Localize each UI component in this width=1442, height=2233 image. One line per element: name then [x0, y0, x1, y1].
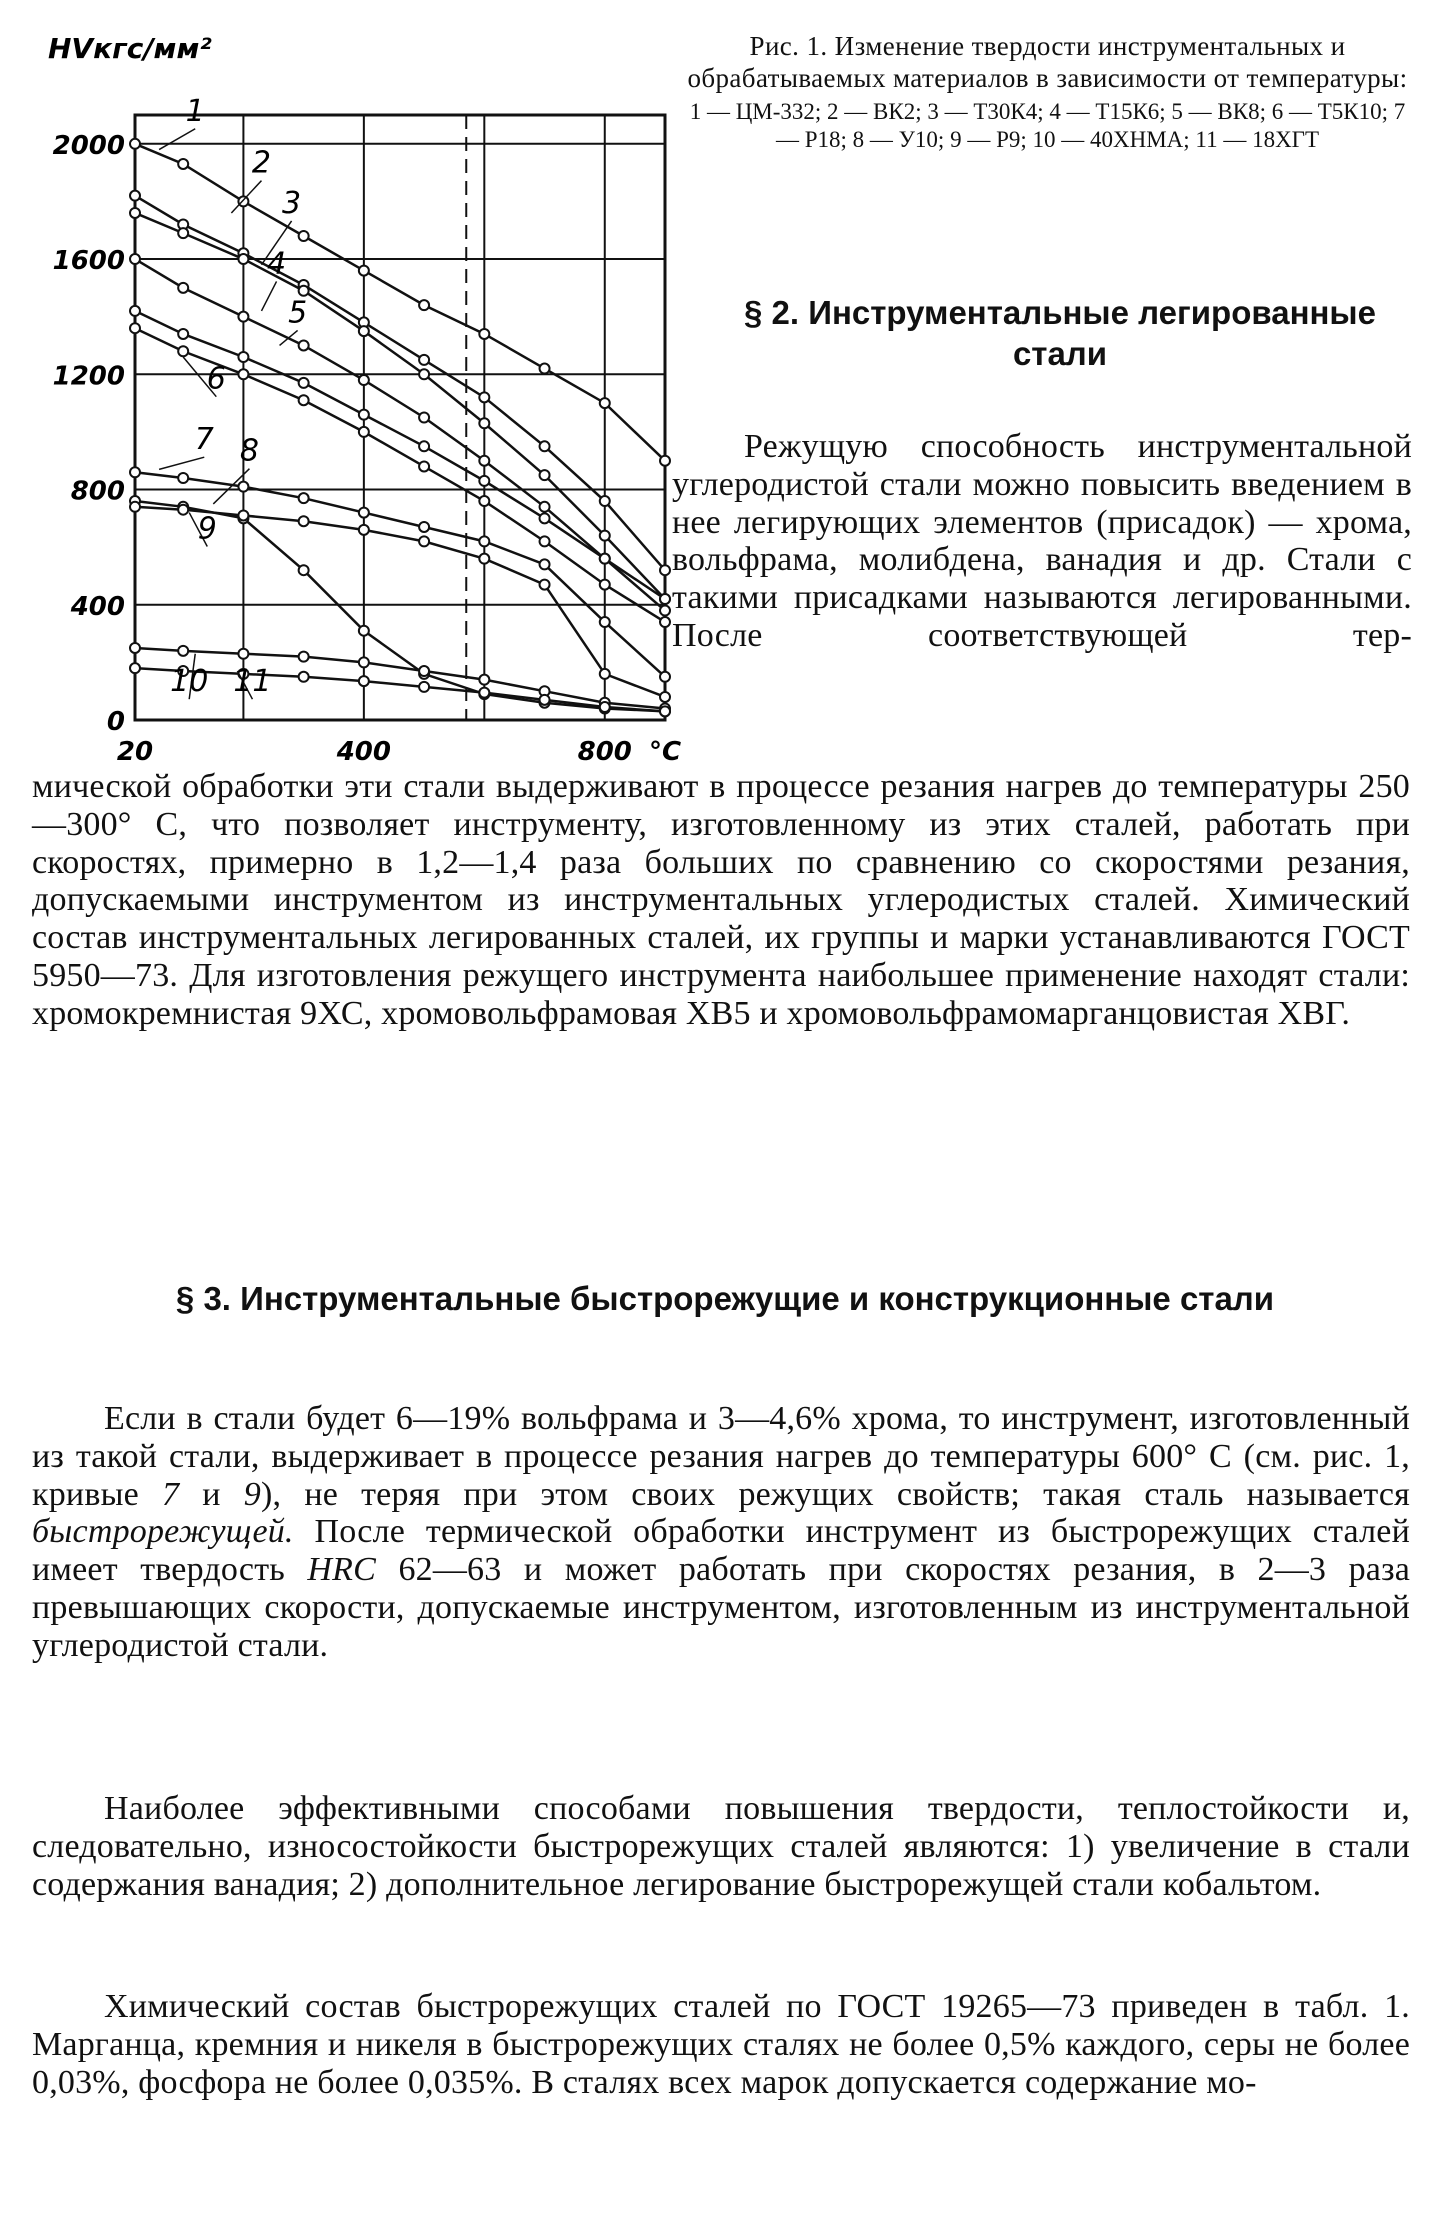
curve-6-point — [540, 536, 550, 546]
curve-label-8: 8 — [239, 433, 259, 469]
section-2-heading: § 2. Инструментальные легированные стали — [744, 294, 1376, 372]
curve-label-9: 9 — [197, 511, 217, 547]
curve-label-2: 2 — [251, 145, 272, 181]
section-3-paragraph-1 — [32, 1400, 1410, 1665]
curve-11-point — [660, 706, 670, 716]
section-2-paragraph-part2: мической обработки эти стали выдерживают в процессе резания нагрев до температуры 250—300° С, что позволяет инструменту, изготовленному из этих сталей, работать при скоростях, примерно в 1,2—1,4 раза больших по сравнению со скоростями резания, допускаемыми инструментом из инструментальных углеродистых сталей. Химический состав инструментальных легированных сталей, их группы и марки устанавливаются ГОСТ 5950—73. Для изготовления режущего инструмента наибольшее применение находят стали: хромокремнистая 9ХС, хромовольфрамовая ХВ5 и хромовольфрамомарганцовистая ХВГ. — [32, 768, 1410, 1032]
curve-2-point — [419, 355, 429, 365]
x-tick-label: °C — [648, 737, 682, 767]
curve-label-leader-7 — [159, 457, 204, 469]
curve-1-point — [359, 266, 369, 276]
curve-6-point — [238, 369, 248, 379]
curve-4-point — [238, 312, 248, 322]
curve-4-point — [540, 502, 550, 512]
curve-9-point — [600, 669, 610, 679]
y-axis-unit-label: HVкгс/мм² — [48, 32, 212, 65]
caption-title: Рис. 1. Изменение твердости инструментальных и обрабатываемых материалов в зависимости от температуры: — [687, 31, 1408, 93]
curve-2-point — [130, 191, 140, 201]
figure-caption — [680, 30, 1415, 154]
curve-7-point — [600, 617, 610, 627]
curve-9-point — [299, 516, 309, 526]
section-2-paragraph-part1: Режущую способность инструментальной углеродистой стали можно повысить введением в нее легирующих элементов (присадок) — хрома, вольфрама, молибдена, ванадия и др. Стали с такими присадками называются легированными. После соответствующей тер- — [672, 428, 1412, 654]
curve-7-point — [238, 482, 248, 492]
curve-label-7: 7 — [194, 422, 214, 458]
chart-frame — [135, 115, 665, 720]
curve-label-leader-1 — [159, 129, 195, 150]
curve-3-point — [419, 369, 429, 379]
curve-9-point — [660, 692, 670, 702]
curve-7-point — [299, 493, 309, 503]
curve-5-point — [540, 513, 550, 523]
curve-11-point — [419, 682, 429, 692]
y-tick-label: 0 — [106, 707, 125, 737]
y-tick-label: 2000 — [52, 130, 125, 161]
curve-1-point — [299, 231, 309, 241]
curve-10-point — [130, 643, 140, 653]
section-3-heading: § 3. Инструментальные быстрорежущие и конструкционные стали — [175, 1280, 1275, 1317]
term-high-speed: быстрорежущей. — [32, 1513, 294, 1551]
curve-6-point — [419, 461, 429, 471]
x-tick-label: 400 — [336, 737, 392, 767]
curve-label-leader-5 — [280, 330, 298, 345]
y-tick-label: 1200 — [52, 361, 125, 392]
curve-7-point — [130, 467, 140, 477]
curve-1-point — [178, 159, 188, 169]
curve-3-point — [299, 286, 309, 296]
p1-text-d: 62—63 и может работать при скоростях резания, в 2—3 раза превышающих скорости, допускаемые инструментом, изготовленным из инструментальной углеродистой стали. — [32, 1551, 1410, 1664]
x-axis-ticks — [117, 737, 681, 767]
curve-5-point — [419, 441, 429, 451]
curve-3-point — [540, 470, 550, 480]
curve-11-point — [479, 688, 489, 698]
curve-3-point — [600, 531, 610, 541]
curve-9-point — [130, 502, 140, 512]
curve-10-point — [178, 646, 188, 656]
curve-6-point — [299, 395, 309, 405]
curve-6-point — [660, 617, 670, 627]
curve-7-point — [178, 473, 188, 483]
curve-label-leader-4 — [261, 281, 276, 310]
curve-10-point — [419, 666, 429, 676]
hardness-temperature-chart — [30, 30, 682, 770]
curve-9-point — [540, 580, 550, 590]
curve-label-6: 6 — [206, 361, 226, 397]
curve-11-point — [600, 702, 610, 712]
curve-8-point — [299, 565, 309, 575]
chart-grid — [135, 115, 665, 720]
curve-3-point — [359, 326, 369, 336]
curve-ref-7: 7 — [162, 1475, 180, 1513]
curve-5-point — [299, 378, 309, 388]
y-tick-label: 800 — [70, 476, 125, 507]
curve-10-point — [299, 652, 309, 662]
hrc-symbol: HRC — [307, 1551, 377, 1589]
curve-3-point — [238, 254, 248, 264]
curve-9-point — [178, 505, 188, 515]
caption-legend: 1 — ЦМ-332; 2 — ВК2; 3 — Т30К4; 4 — Т15К6; 5 — ВК8; 6 — Т5К10; 7 — Р18; 8 — У10; 9 — Р9; 10 — 40ХНМА; 11 — 18ХГТ — [689, 99, 1406, 152]
curve-2-point — [479, 392, 489, 402]
curve-11-point — [359, 676, 369, 686]
curve-label-5: 5 — [288, 295, 308, 331]
curve-7-point — [540, 559, 550, 569]
curve-5-point — [660, 594, 670, 604]
section-3-paragraph-3: Химический состав быстрорежущих сталей по ГОСТ 19265—73 приведен в табл. 1. Марганца, кремния и никеля в быстрорежущих сталях не более 0,5% каждого, серы не более 0,03%, фосфора не более 0,035%. В сталях всех марок допускается содержание мо- — [32, 1988, 1410, 2101]
curve-5-point — [178, 329, 188, 339]
curve-5-point — [359, 410, 369, 420]
curve-4-point — [479, 456, 489, 466]
curve-11-point — [299, 672, 309, 682]
curve-6-point — [178, 346, 188, 356]
curve-label-10: 10 — [170, 664, 209, 700]
curve-label-11: 11 — [233, 664, 272, 700]
x-tick-label: 20 — [116, 737, 154, 767]
curve-1-point — [600, 398, 610, 408]
curve-label-4: 4 — [266, 246, 287, 282]
curve-5 — [135, 311, 665, 599]
curve-9-point — [238, 510, 248, 520]
curve-4-point — [130, 254, 140, 264]
curve-1-point — [238, 196, 248, 206]
y-tick-label: 400 — [70, 591, 125, 622]
y-axis-ticks — [53, 131, 125, 737]
curve-6-point — [600, 580, 610, 590]
curve-7-point — [419, 522, 429, 532]
chart-canvas — [30, 30, 682, 770]
curve-6-point — [359, 427, 369, 437]
curve-2-point — [540, 441, 550, 451]
curve-4-point — [299, 340, 309, 350]
curve-11-point — [540, 695, 550, 705]
curve-11 — [135, 668, 665, 711]
curve-6-point — [479, 496, 489, 506]
p1-and: и — [179, 1475, 244, 1513]
p1-text-a: Если в стали будет 6—19% вольфрама и 3—4,6% хрома, то инструмент, изготовленный из такой стали, выдерживает в процессе резания нагрев до температуры 600° С (см. рис. 1, кривые — [32, 1400, 1410, 1513]
curve-9-point — [359, 525, 369, 535]
curve-6-point — [130, 323, 140, 333]
curve-1-point — [419, 300, 429, 310]
curve-7-point — [359, 508, 369, 518]
curve-4-point — [660, 606, 670, 616]
curve-ref-9: 9 — [243, 1475, 261, 1513]
curve-9-point — [479, 554, 489, 564]
p1-text-b: ), не теряя при этом своих режущих свойств; такая сталь называется — [261, 1475, 1411, 1513]
curve-4-point — [178, 283, 188, 293]
curve-5-point — [238, 352, 248, 362]
curve-1-point — [540, 364, 550, 374]
section-3-paragraph-2: Наиболее эффективными способами повышения твердости, теплостойкости и, следовательно, износостойкости быстрорежущих сталей являются: 1) увеличение в стали содержания ванадия; 2) дополнительное легирование быстрорежущей стали кобальтом. — [32, 1790, 1410, 1903]
curve-3-point — [130, 208, 140, 218]
curve-11-point — [130, 663, 140, 673]
p1-text-c: После термической обработки инструмент из быстрорежущих сталей имеет твердость — [32, 1513, 1410, 1589]
curve-1-point — [130, 139, 140, 149]
curve-1-point — [479, 329, 489, 339]
curve-label-3: 3 — [282, 185, 302, 221]
curve-2-point — [600, 496, 610, 506]
curve-5-point — [130, 306, 140, 316]
curve-4-point — [359, 375, 369, 385]
x-tick-label: 800 — [577, 737, 632, 767]
curve-10-point — [479, 675, 489, 685]
curve-4-point — [419, 413, 429, 423]
curve-7-point — [660, 672, 670, 682]
curve-9-point — [419, 536, 429, 546]
curve-5-point — [479, 476, 489, 486]
y-tick-label: 1600 — [52, 246, 125, 277]
curve-label-1: 1 — [185, 93, 205, 129]
curve-10-point — [359, 657, 369, 667]
curve-labels — [159, 94, 307, 699]
curve-5-point — [600, 554, 610, 564]
curve-8-point — [359, 626, 369, 636]
curve-1-point — [660, 456, 670, 466]
curve-3-point — [178, 228, 188, 238]
curve-7-point — [479, 536, 489, 546]
curve-2-point — [660, 565, 670, 575]
curve-10-point — [238, 649, 248, 659]
curve-3-point — [479, 418, 489, 428]
